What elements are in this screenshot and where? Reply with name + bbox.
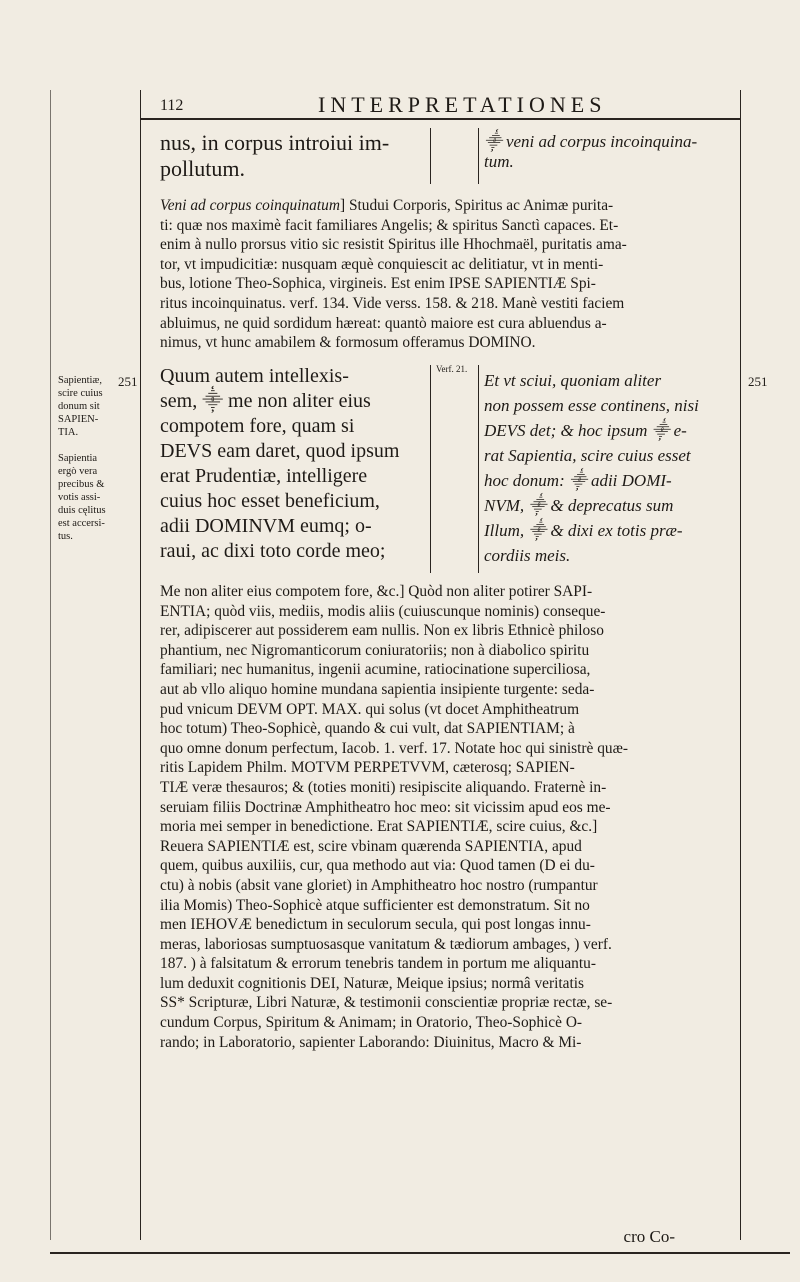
para-line: ti: quæ nos maximè facit familiares Angelis; & spiritus Sanctì capaces. Et-	[160, 216, 619, 234]
translation-line: hoc donum: ⸎ adii DOMI-	[484, 471, 672, 490]
translation-line: non possem esse continens, nisi	[484, 396, 699, 415]
commentary-paragraph-1	[160, 196, 736, 353]
para-line: abluimus, ne quid sordidum hæreat: quantò maiore est cura abluendus a-	[160, 314, 607, 332]
sidenote-2: Sapientia ergò vera precibus & votis assi- duis cęlitus est accersi- tus.	[58, 453, 106, 542]
para-line: Reuera SAPIENTIÆ est, scire vbinam quærenda SAPIENTIA, apud	[160, 837, 582, 855]
catchword: cro Co-	[623, 1227, 675, 1246]
latin-line: sem, ⸎ me non aliter eius	[160, 390, 371, 412]
para-line: rando; in Laboratorio, sapienter Laborando: Diuinitus, Macro & Mi-	[160, 1033, 582, 1051]
para-line: quem, quibus auxiliis, cur, qua methodo aut via: Quod tamen (D ei du-	[160, 857, 595, 875]
para-line: ilia Momis) Theo-Sophicè atque sufficienter est demonstratum. Sit no	[160, 896, 590, 914]
latin-line: adii DOMINVM eumq; o-	[160, 515, 372, 537]
latin-line: DEVS eam daret, quod ipsum	[160, 440, 400, 462]
translation-block-1	[484, 132, 734, 172]
para-line: SS* Scripturæ, Libri Naturæ, & testimonii conscientiæ propriæ rectæ, se-	[160, 994, 613, 1012]
translation-line: tum.	[484, 152, 514, 171]
para-line: ENTIA; quòd viis, mediis, modis aliis (cuiuscunque nominis) conseque-	[160, 602, 606, 620]
lemma: Veni ad corpus coinquinatum	[160, 197, 340, 214]
left-margin-number: 251	[118, 374, 138, 389]
right-margin-number: 251	[748, 374, 768, 389]
para-line: bus, lotione Theo-Sophica, virgineis. Est enim IPSE SAPIENTIÆ Spi-	[160, 275, 596, 293]
para-line: tor, vt impudicitiæ: nusquam æquè conquiescit ac delitiatur, vt in menti-	[160, 255, 604, 273]
col-divider-1b	[478, 128, 479, 184]
latin-line: compotem fore, quam si	[160, 415, 355, 437]
latin-text-block-1	[160, 130, 430, 182]
page-number: 112	[160, 97, 184, 114]
para-line: rer, adipiscerer aut possiderem eam nullis. Non ex libris Ethnicè philoso	[160, 622, 604, 640]
verse-reference: Verf. 21.	[436, 364, 468, 374]
para-line: aut ab vllo aliquo homine mundana sapientia insipiente turgente: seda-	[160, 680, 595, 698]
para-line: 187. ) à falsitatum & errorum tenebris tandem in portum me aliquantu-	[160, 955, 596, 973]
col-divider-2b	[478, 365, 479, 573]
latin-line: raui, ac dixi toto corde meo;	[160, 540, 386, 562]
para-line: enim à nullo prorsus vitio sic resistit Spiritus ille Hhochmaël, puritatis ama-	[160, 236, 627, 254]
latin-line: Quum autem intellexis-	[160, 365, 349, 387]
para-line: lum deduxit cognitionis DEI, Naturæ, Meique ipsius; normâ veritatis	[160, 974, 585, 992]
para-line: ritis Lapidem Philm. MOTVM PERPETVVM, cæterosq; SAPIEN-	[160, 759, 575, 777]
para-line: cundum Corpus, Spiritum & Animam; in Oratorio, Theo-Sophicè O-	[160, 1014, 583, 1032]
latin-text-block-2	[160, 364, 430, 564]
translation-line: NVM, ⸎ & deprecatus sum	[484, 496, 674, 515]
para-line: pud vnicum DEVM OPT. MAX. qui solus (vt docet Amphitheatrum	[160, 700, 580, 718]
para-line: seruiam filiis Doctrinæ Amphitheatro hoc meo: sit vicissim apud eos me-	[160, 798, 611, 816]
outer-left-line	[50, 90, 51, 1240]
para-line: familiari; nec humanitus, ingenii acumine, ratiocinatione superciliosa,	[160, 661, 591, 679]
translation-block-2	[484, 368, 734, 568]
col-divider-1a	[430, 128, 431, 184]
para-line: meras, laboriosas sumptuosasque vanitatum & tædiorum ambages, ) verf.	[160, 935, 612, 953]
para-line: moria mei semper in benedictione. Erat SAPIENTIÆ, scire cuius, &c.]	[160, 818, 598, 836]
para-line: hoc totum) Theo-Sophicè, quando & cui vult, dat SAPIENTIAM; à	[160, 720, 575, 738]
para-line: Me non aliter eius compotem fore, &c.] Quòd non aliter potirer SAPI-	[160, 583, 593, 600]
latin-line: pollutum.	[160, 156, 245, 181]
translation-line: ⸎ veni ad corpus incoinquina-	[484, 132, 698, 151]
para-line: nimus, vt hunc amabilem & formosum offeramus DOMINO.	[160, 334, 536, 352]
para-line: ctu) à nobis (absit vane gloriet) in Amphitheatro hoc nostro (rumpantur	[160, 876, 598, 894]
translation-line: Et vt sciui, quoniam aliter	[484, 371, 662, 390]
para-line: phantium, nec Nigromanticorum coniuratoriis; non à diabolico spiritu	[160, 641, 590, 659]
para-line: ritus incoinquinatus. verf. 134. Vide verss. 158. & 218. Manè vestiti faciem	[160, 294, 625, 312]
header-rule	[140, 118, 740, 120]
translation-line: rat Sapientia, scire cuius esset	[484, 446, 691, 465]
latin-line: erat Prudentiæ, intelligere	[160, 465, 368, 487]
translation-line: cordiis meis.	[484, 546, 571, 565]
latin-line: cuius hoc esset beneficium,	[160, 490, 380, 512]
bottom-rule	[50, 1252, 790, 1254]
translation-line: DEVS det; & hoc ipsum ⸎ e-	[484, 421, 687, 440]
sidenote-1: Sapientiæ, scire cuius donum sit SAPIEN- TIA.	[58, 375, 103, 438]
para-line: Veni ad corpus coinquinatum] Studui Corporis, Spiritus ac Animæ purita-	[160, 197, 614, 214]
para-line: quo omne donum perfectum, Iacob. 1. verf. 17. Notate hoc qui sinistrè quæ-	[160, 739, 629, 757]
translation-line: Illum, ⸎ & dixi ex totis præ-	[484, 521, 683, 540]
running-title: INTERPRETATIONES	[318, 92, 607, 117]
right-frame-line	[740, 90, 741, 1240]
commentary-paragraph-2	[160, 582, 736, 1052]
latin-line: nus, in corpus introiui im-	[160, 130, 390, 155]
para-line: men IEHOVÆ benedictum in seculorum secula, qui post longas innu-	[160, 916, 591, 934]
para-line: TIÆ veræ thesauros; & (toties moniti) resipiscite aliquando. Fraternè in-	[160, 778, 607, 796]
left-frame-line	[140, 90, 141, 1240]
col-divider-2a	[430, 365, 431, 573]
